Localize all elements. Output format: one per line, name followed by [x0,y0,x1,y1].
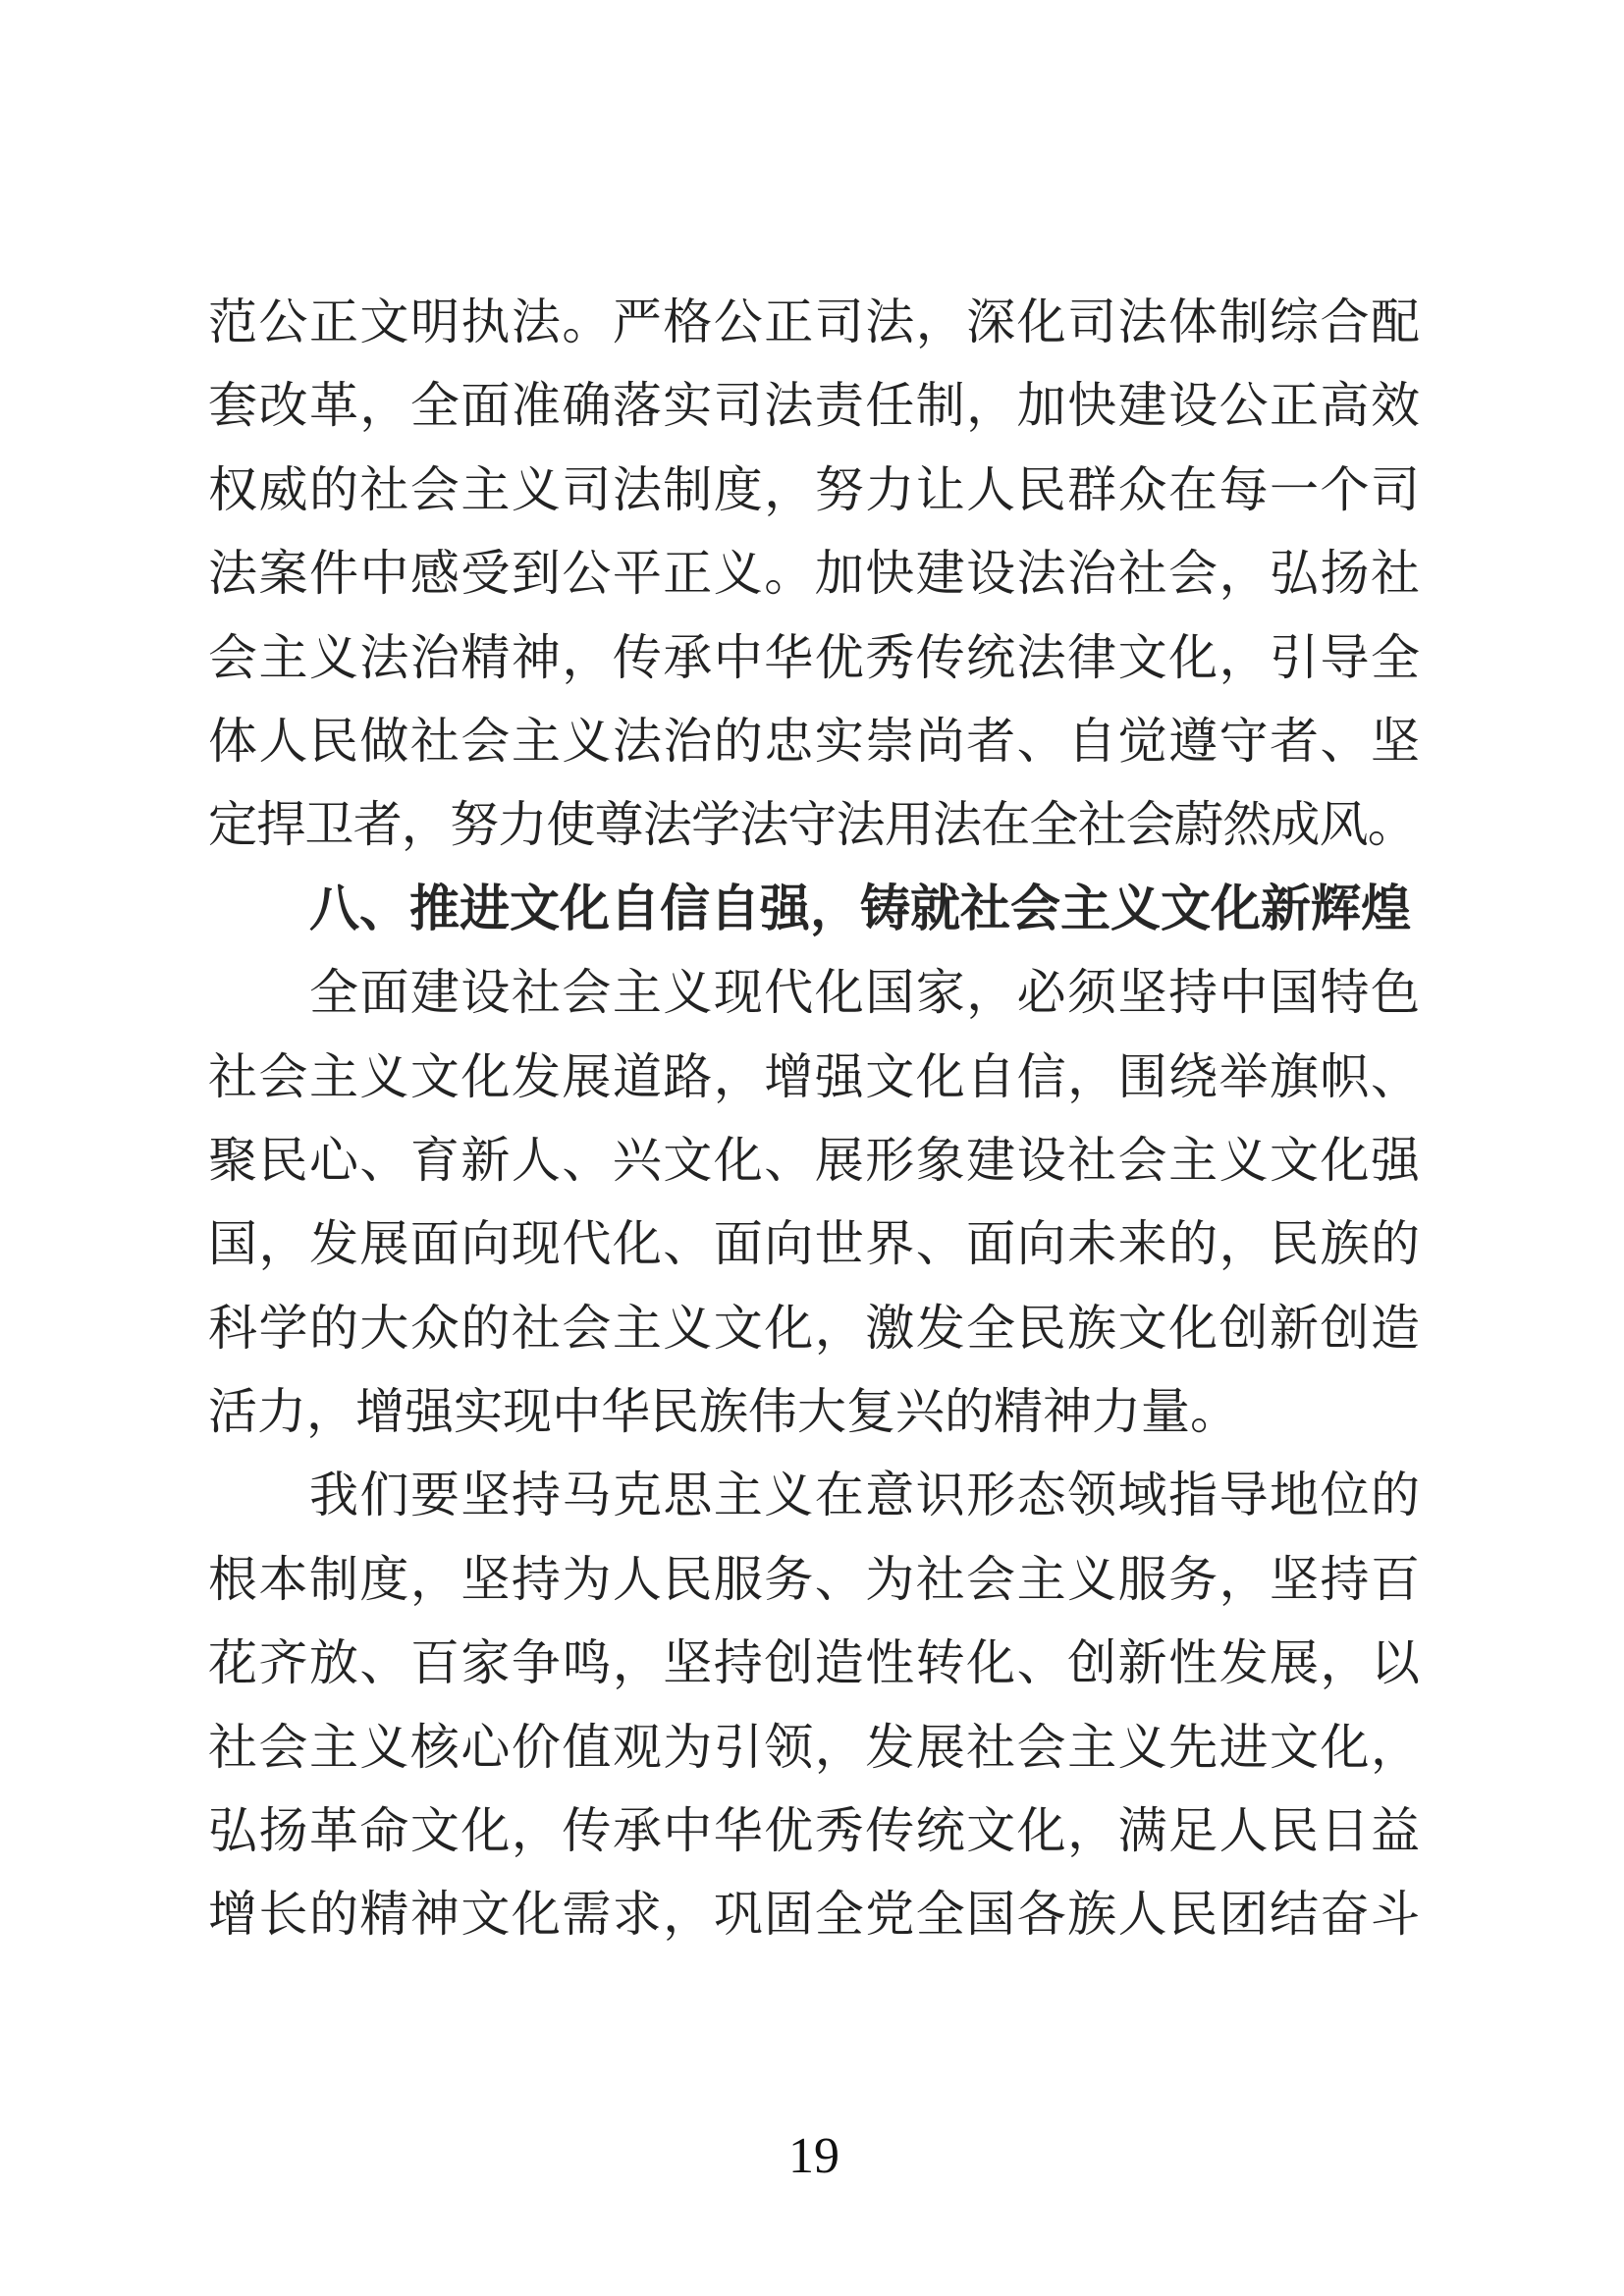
section-heading: 八、推进文化自信自强，铸就社会主义文化新辉煌 [309,880,1412,938]
document-text [208,281,1420,1957]
page-number: 19 [788,2128,839,2184]
text-line: 社会主义核心价值观为引领，发展社会主义先进文化， [208,1718,1420,1776]
text-line: 增长的精神文化需求，巩固全党全国各族人民团结奋斗 [208,1886,1420,1944]
text-line: 弘扬革命文化，传承中华优秀传统文化，满足人民日益 [208,1802,1420,1860]
text-line: 法案件中感受到公平正义。加快建设法治社会，弘扬社 [208,545,1420,603]
text-line: 权威的社会主义司法制度，努力让人民群众在每一个司 [208,460,1420,518]
text-line: 科学的大众的社会主义文化，激发全民族文化创新创造 [208,1299,1420,1357]
text-line: 会主义法治精神，传承中华优秀传统法律文化，引导全 [208,628,1420,686]
text-line: 全面建设社会主义现代化国家，必须坚持中国特色 [309,964,1420,1022]
text-line: 我们要坚持马克思主义在意识形态领域指导地位的 [309,1467,1420,1524]
text-line: 国，发展面向现代化、面向世界、面向未来的，民族的 [208,1215,1420,1273]
text-line: 根本制度，坚持为人民服务、为社会主义服务，坚持百 [208,1550,1420,1608]
text-line: 范公正文明执法。严格公正司法，深化司法体制综合配 [208,294,1420,350]
text-line: 聚民心、育新人、兴文化、展形象建设社会主义文化强 [208,1131,1420,1189]
text-line: 套改革，全面准确落实司法责任制，加快建设公正高效 [208,377,1420,435]
text-line: 社会主义文化发展道路，增强文化自信，围绕举旗帜、 [208,1047,1420,1105]
text-line: 体人民做社会主义法治的忠实崇尚者、自觉遵守者、坚 [208,712,1420,770]
text-line: 定捍卫者，努力使尊法学法守法用法在全社会蔚然成风。 [208,796,1416,854]
text-line: 花齐放、百家争鸣，坚持创造性转化、创新性发展，以 [208,1634,1420,1692]
text-line: 活力，增强实现中华民族伟大复兴的精神力量。 [208,1383,1239,1441]
